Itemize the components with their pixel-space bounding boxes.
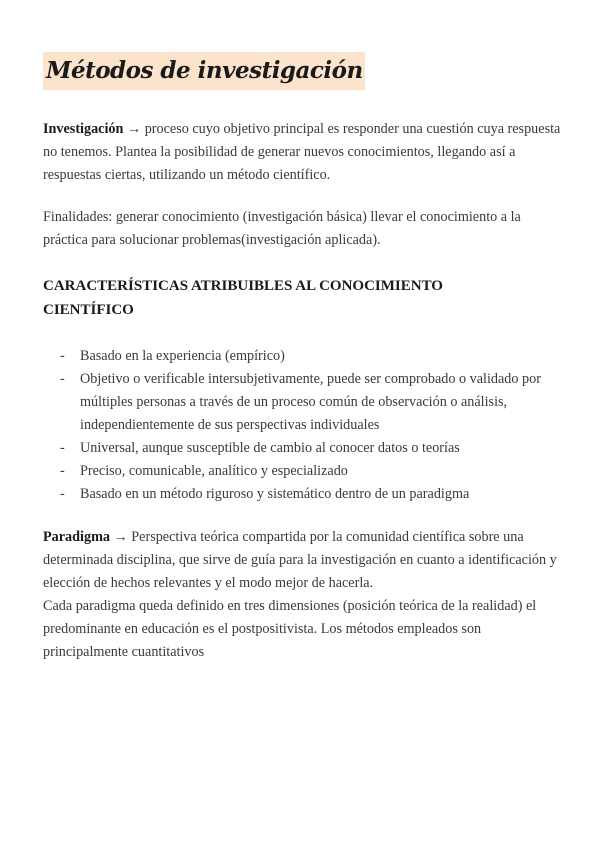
list-item [43, 483, 563, 506]
list-item-text: Preciso, comunicable, analítico y especializado [80, 463, 348, 479]
bullet-dash: - [60, 440, 65, 456]
paradigma-paragraph [43, 526, 563, 664]
list-item-text: Basado en un método riguroso y sistemático dentro de un paradigma [80, 486, 470, 502]
investigacion-term: Investigación [43, 121, 124, 137]
paradigma-arrow: → [113, 529, 128, 545]
list-item [43, 345, 563, 368]
finalidades-paragraph: Finalidades: generar conocimiento (investigación básica) llevar el conocimiento a la práctica para solucionar problemas(investigación aplicada). [43, 209, 521, 248]
paradigma-term: Paradigma [43, 529, 110, 545]
list-item-text: Universal, aunque susceptible de cambio al conocer datos o teorías [80, 440, 460, 456]
bullet-dash: - [60, 348, 65, 364]
list-item [43, 437, 563, 460]
paradigma-definition: Perspectiva teórica compartida por la comunidad científica sobre una determinada disciplina, que sirve de guía para la investigación en cuanto a identificación y elección de hechos relevantes y el modo mejor de hacerla. [43, 529, 557, 591]
list-item-text: Objetivo o verificable intersubjetivamente, puede ser comprobado o validado por múltiples personas a través de un proceso común de observación o análisis, independientemente de sus perspectivas individuales [80, 371, 541, 433]
bullet-dash: - [60, 371, 65, 387]
investigacion-arrow: → [126, 121, 142, 137]
investigacion-definition: proceso cuyo objetivo principal es responder una cuestión cuya respuesta no tenemos. Plantea la posibilidad de generar nuevos conocimientos, llegando así a respuestas ciertas, utilizando un método científico. [43, 121, 561, 183]
paradigma-extra: Cada paradigma queda definido en tres dimensiones (posición teórica de la realidad) el predominante en educación es el postpositivista. Los métodos empleados son principalmente cuantitativos [43, 598, 537, 660]
list-item [43, 460, 563, 483]
page-title: Métodos de investigación [43, 52, 365, 90]
investigacion-paragraph [43, 118, 563, 187]
caracteristicas-heading: CARACTERÍSTICAS ATRIBUIBLES AL CONOCIMIENTO CIENTÍFICO [43, 278, 443, 318]
bullet-dash: - [60, 463, 65, 479]
caracteristicas-list [43, 345, 563, 506]
bullet-dash: - [60, 486, 65, 502]
list-item-text: Basado en la experiencia (empírico) [80, 348, 285, 364]
list-item [43, 368, 563, 437]
